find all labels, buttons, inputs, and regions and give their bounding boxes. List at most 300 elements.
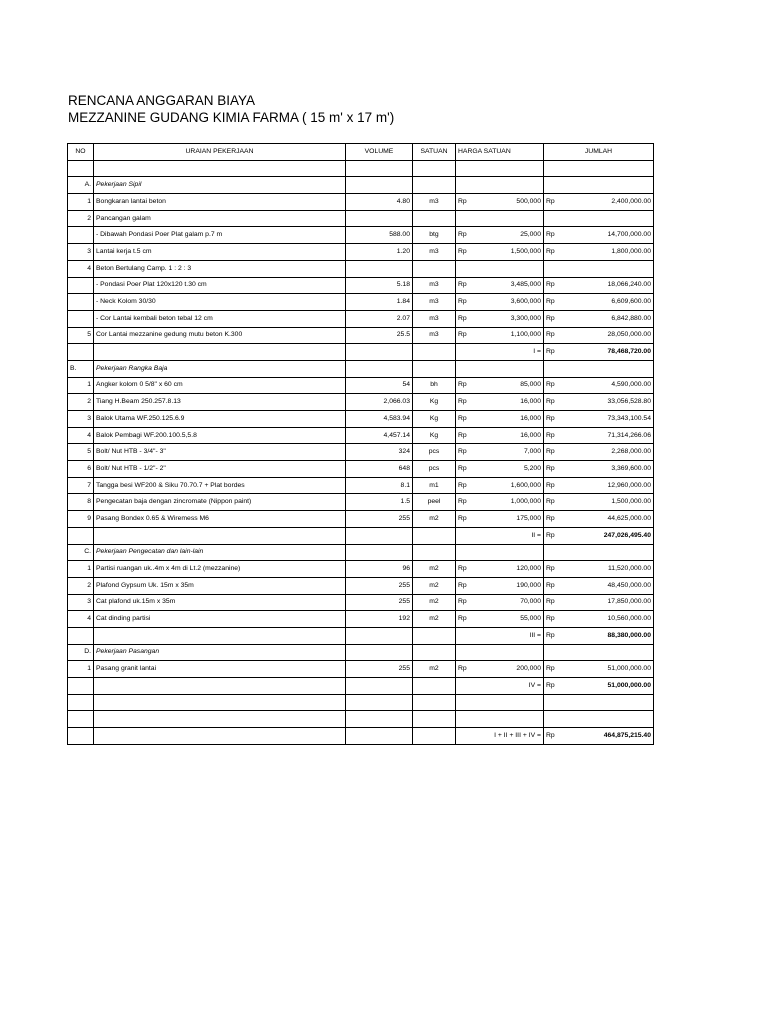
- cell-volume: [346, 344, 413, 361]
- item-unit-price: 16,000: [499, 427, 544, 444]
- subtotal-row: [68, 344, 654, 361]
- item-description: - Neck Kolom 30/30: [94, 294, 346, 311]
- item-number: 2: [68, 394, 94, 411]
- item-unit-price: 16,000: [499, 394, 544, 411]
- item-volume: 4,457.14: [346, 427, 413, 444]
- item-description: Plafond Gypsum Uk. 15m x 35m: [94, 577, 346, 594]
- item-number: 3: [68, 244, 94, 261]
- item-unit-price: 3,485,000: [499, 277, 544, 294]
- item-volume: [346, 210, 413, 227]
- table-header-row: [68, 144, 654, 161]
- item-unit-price: 175,000: [499, 511, 544, 528]
- subtotal-row: [68, 627, 654, 644]
- item-number: 7: [68, 477, 94, 494]
- subtotal-row: [68, 678, 654, 695]
- item-total-currency: Rp: [544, 377, 558, 394]
- item-total: 71,314,266.06: [558, 427, 654, 444]
- cell-satuan: [413, 527, 456, 544]
- cell-satuan: [413, 711, 456, 728]
- item-total-currency: Rp: [544, 661, 558, 678]
- item-price-currency: Rp: [456, 277, 499, 294]
- cell-volume: [346, 678, 413, 695]
- item-total-currency: Rp: [544, 511, 558, 528]
- cell-jumlah-currency: [544, 544, 558, 561]
- item-number: 1: [68, 561, 94, 578]
- section-row: [68, 544, 654, 561]
- cell-jumlah-currency: [544, 711, 558, 728]
- item-description: Beton Bertulang Camp. 1 : 2 : 3: [94, 260, 346, 277]
- item-total-currency: Rp: [544, 611, 558, 628]
- item-volume: 255: [346, 661, 413, 678]
- blank-row: [68, 160, 654, 177]
- table-row: [68, 577, 654, 594]
- cell-harga-value: [499, 644, 544, 661]
- item-unit-price: [499, 260, 544, 277]
- item-total-currency: Rp: [544, 594, 558, 611]
- item-unit-price: 200,000: [499, 661, 544, 678]
- budget-table: [67, 143, 654, 745]
- item-unit-price: [499, 210, 544, 227]
- item-total: 48,450,000.00: [558, 577, 654, 594]
- item-total: 73,343,100.54: [558, 411, 654, 428]
- cell-harga-currency: [456, 160, 499, 177]
- item-unit: m2: [413, 661, 456, 678]
- section-title: Pekerjaan Pasangan: [94, 644, 346, 661]
- item-unit-price: 3,600,000: [499, 294, 544, 311]
- section-number: A.: [68, 177, 94, 194]
- item-total: 12,960,000.00: [558, 477, 654, 494]
- item-unit: Kg: [413, 411, 456, 428]
- item-unit-price: 1,000,000: [499, 494, 544, 511]
- cell-satuan: [413, 160, 456, 177]
- item-number: [68, 227, 94, 244]
- item-description: Tiang H.Beam 250.257.8.13: [94, 394, 346, 411]
- table-row: [68, 327, 654, 344]
- item-volume: 255: [346, 577, 413, 594]
- cell-no: [68, 527, 94, 544]
- table-row: [68, 661, 654, 678]
- item-unit: [413, 210, 456, 227]
- item-price-currency: Rp: [456, 194, 499, 211]
- subtotal-value: 78,468,720.00: [558, 344, 654, 361]
- cell-no: [68, 627, 94, 644]
- cell-uraian: [94, 527, 346, 544]
- table-row: [68, 511, 654, 528]
- item-volume: 96: [346, 561, 413, 578]
- item-volume: 648: [346, 461, 413, 478]
- item-volume: 2.07: [346, 310, 413, 327]
- item-number: 4: [68, 611, 94, 628]
- item-total-currency: Rp: [544, 577, 558, 594]
- section-title: Pekerjaan Rangka Baja: [94, 360, 346, 377]
- subtotal-value: 464,875,215.40: [558, 728, 654, 745]
- cell-harga-value: [499, 177, 544, 194]
- subtotal-value: 247,026,495.40: [558, 527, 654, 544]
- cell-no: [68, 728, 94, 745]
- item-volume: 2,066.03: [346, 394, 413, 411]
- cell-uraian: [94, 627, 346, 644]
- item-price-currency: Rp: [456, 444, 499, 461]
- item-total: 3,369,600.00: [558, 461, 654, 478]
- item-unit: Kg: [413, 427, 456, 444]
- item-unit: Kg: [413, 394, 456, 411]
- subtotal-row: [68, 527, 654, 544]
- item-price-currency: Rp: [456, 577, 499, 594]
- item-unit-price: 55,000: [499, 611, 544, 628]
- item-total-currency: Rp: [544, 227, 558, 244]
- cell-jumlah-value: [558, 694, 654, 711]
- item-total-currency: Rp: [544, 327, 558, 344]
- item-unit: m3: [413, 310, 456, 327]
- cell-satuan: [413, 344, 456, 361]
- item-price-currency: Rp: [456, 244, 499, 261]
- item-description: Bongkaran lantai beton: [94, 194, 346, 211]
- section-row: [68, 644, 654, 661]
- item-total-currency: Rp: [544, 194, 558, 211]
- item-description: Pasang Bondex 0.65 & Wiremess M6: [94, 511, 346, 528]
- cell-harga-currency: [456, 360, 499, 377]
- item-price-currency: Rp: [456, 310, 499, 327]
- item-volume: 255: [346, 594, 413, 611]
- cell-jumlah-currency: [544, 160, 558, 177]
- item-unit: m3: [413, 244, 456, 261]
- item-description: Bolt/ Nut HTB - 3/4"- 3": [94, 444, 346, 461]
- item-total: 1,800,000.00: [558, 244, 654, 261]
- cell-uraian: [94, 728, 346, 745]
- item-total: 33,056,528.80: [558, 394, 654, 411]
- cell-satuan: [413, 694, 456, 711]
- item-unit: m3: [413, 327, 456, 344]
- document-subtitle: MEZZANINE GUDANG KIMIA FARMA ( 15 m' x 17 m'): [68, 110, 395, 125]
- cell-volume: [346, 360, 413, 377]
- section-number: C.: [68, 544, 94, 561]
- cell-harga-value: [499, 160, 544, 177]
- item-total-currency: Rp: [544, 394, 558, 411]
- item-description: Lantai kerja t.5 cm: [94, 244, 346, 261]
- table-row: [68, 561, 654, 578]
- table-row: [68, 594, 654, 611]
- table-row: [68, 194, 654, 211]
- item-total-currency: [544, 210, 558, 227]
- cell-volume: [346, 527, 413, 544]
- item-unit-price: 70,000: [499, 594, 544, 611]
- item-description: Pasang granit lantai: [94, 661, 346, 678]
- subtotal-label: I =: [456, 344, 544, 361]
- item-total-currency: Rp: [544, 427, 558, 444]
- table-row: [68, 611, 654, 628]
- cell-no: [68, 711, 94, 728]
- item-total: 28,050,000.00: [558, 327, 654, 344]
- item-number: 2: [68, 210, 94, 227]
- item-number: 6: [68, 461, 94, 478]
- item-total: 4,590,000.00: [558, 377, 654, 394]
- header-uraian: URAIAN PEKERJAAN: [94, 144, 346, 161]
- budget-table-body: [68, 144, 654, 745]
- subtotal-label: IV =: [456, 678, 544, 695]
- section-number: D.: [68, 644, 94, 661]
- table-row: [68, 310, 654, 327]
- cell-volume: [346, 728, 413, 745]
- item-total: 6,842,880.00: [558, 310, 654, 327]
- header-volume: VOLUME: [346, 144, 413, 161]
- cell-no: [68, 344, 94, 361]
- item-price-currency: Rp: [456, 294, 499, 311]
- subtotal-row: [68, 728, 654, 745]
- item-number: [68, 310, 94, 327]
- cell-no: [68, 160, 94, 177]
- item-total: 2,268,000.00: [558, 444, 654, 461]
- item-volume: 54: [346, 377, 413, 394]
- item-price-currency: Rp: [456, 661, 499, 678]
- table-row: [68, 277, 654, 294]
- cell-volume: [346, 627, 413, 644]
- item-number: 3: [68, 411, 94, 428]
- item-unit-price: 7,000: [499, 444, 544, 461]
- item-total: 14,700,000.00: [558, 227, 654, 244]
- item-description: Balok Pembagi WF.200.100.5,5.8: [94, 427, 346, 444]
- item-number: 5: [68, 327, 94, 344]
- item-unit-price: 120,000: [499, 561, 544, 578]
- subtotal-value: 88,380,000.00: [558, 627, 654, 644]
- cell-jumlah-value: [558, 644, 654, 661]
- cell-volume: [346, 544, 413, 561]
- table-row: [68, 294, 654, 311]
- item-description: Cat plafond uk.15m x 35m: [94, 594, 346, 611]
- item-price-currency: Rp: [456, 594, 499, 611]
- cell-volume: [346, 177, 413, 194]
- cell-harga-currency: [456, 711, 499, 728]
- item-price-currency: Rp: [456, 377, 499, 394]
- item-volume: 324: [346, 444, 413, 461]
- item-description: Angker kolom 0 5/8" x 60 cm: [94, 377, 346, 394]
- item-unit: [413, 260, 456, 277]
- table-row: [68, 227, 654, 244]
- section-title: Pekerjaan Pengecatan dan lain-lain: [94, 544, 346, 561]
- header-harga-satuan: HARGA SATUAN: [456, 144, 544, 161]
- cell-jumlah-currency: [544, 644, 558, 661]
- item-total-currency: Rp: [544, 477, 558, 494]
- table-row: [68, 244, 654, 261]
- item-price-currency: Rp: [456, 394, 499, 411]
- subtotal-currency: Rp: [544, 627, 558, 644]
- item-volume: 4.80: [346, 194, 413, 211]
- section-number: B.: [68, 360, 94, 377]
- subtotal-currency: Rp: [544, 527, 558, 544]
- item-unit: m3: [413, 294, 456, 311]
- item-number: 4: [68, 427, 94, 444]
- item-volume: 25.5: [346, 327, 413, 344]
- item-description: - Cor Lantai kembali beton tebal 12 cm: [94, 310, 346, 327]
- cell-satuan: [413, 177, 456, 194]
- cell-satuan: [413, 678, 456, 695]
- blank-row: [68, 694, 654, 711]
- subtotal-label: II =: [456, 527, 544, 544]
- item-volume: 1.20: [346, 244, 413, 261]
- item-price-currency: [456, 260, 499, 277]
- item-unit: bh: [413, 377, 456, 394]
- item-description: Partisi ruangan uk..4m x 4m di Lt.2 (mezzanine): [94, 561, 346, 578]
- item-number: 2: [68, 577, 94, 594]
- header-satuan: SATUAN: [413, 144, 456, 161]
- item-volume: 1.84: [346, 294, 413, 311]
- subtotal-label: I + II + III + IV =: [456, 728, 544, 745]
- cell-jumlah-value: [558, 160, 654, 177]
- item-number: 9: [68, 511, 94, 528]
- item-number: [68, 277, 94, 294]
- item-price-currency: Rp: [456, 327, 499, 344]
- item-price-currency: Rp: [456, 511, 499, 528]
- item-description: Tangga besi WF200 & Siku 70.70.7 + Plat bordes: [94, 477, 346, 494]
- item-unit: m2: [413, 611, 456, 628]
- cell-satuan: [413, 644, 456, 661]
- item-total: 51,000,000.00: [558, 661, 654, 678]
- item-unit: m2: [413, 561, 456, 578]
- item-total: 2,400,000.00: [558, 194, 654, 211]
- document-title: RENCANA ANGGARAN BIAYA: [68, 93, 256, 108]
- item-unit: m2: [413, 594, 456, 611]
- subtotal-label: III =: [456, 627, 544, 644]
- item-description: Balok Utama WF.250.125.6.9: [94, 411, 346, 428]
- cell-volume: [346, 711, 413, 728]
- item-unit-price: 5,200: [499, 461, 544, 478]
- item-price-currency: [456, 210, 499, 227]
- item-volume: 192: [346, 611, 413, 628]
- cell-jumlah-value: [558, 544, 654, 561]
- item-price-currency: Rp: [456, 427, 499, 444]
- item-total: 17,850,000.00: [558, 594, 654, 611]
- item-total: 11,520,000.00: [558, 561, 654, 578]
- item-description: - Dibawah Pondasi Poer Plat galam p.7 m: [94, 227, 346, 244]
- cell-uraian: [94, 344, 346, 361]
- cell-satuan: [413, 360, 456, 377]
- item-unit-price: 16,000: [499, 411, 544, 428]
- item-unit-price: 190,000: [499, 577, 544, 594]
- item-total-currency: Rp: [544, 461, 558, 478]
- item-total: [558, 210, 654, 227]
- cell-jumlah-value: [558, 360, 654, 377]
- item-description: - Pondasi Poer Plat 120x120 t.30 cm: [94, 277, 346, 294]
- cell-satuan: [413, 728, 456, 745]
- cell-jumlah-currency: [544, 177, 558, 194]
- item-total: 1,500,000.00: [558, 494, 654, 511]
- item-price-currency: Rp: [456, 494, 499, 511]
- section-title: Pekerjaan Sipil: [94, 177, 346, 194]
- item-total: 10,560,000.00: [558, 611, 654, 628]
- item-number: 4: [68, 260, 94, 277]
- item-number: 5: [68, 444, 94, 461]
- cell-harga-value: [499, 544, 544, 561]
- table-row: [68, 377, 654, 394]
- item-price-currency: Rp: [456, 561, 499, 578]
- item-unit-price: 1,100,000: [499, 327, 544, 344]
- item-total: 18,066,240.00: [558, 277, 654, 294]
- item-total-currency: Rp: [544, 277, 558, 294]
- item-total-currency: Rp: [544, 411, 558, 428]
- table-row: [68, 394, 654, 411]
- header-jumlah: JUMLAH: [544, 144, 654, 161]
- item-total-currency: Rp: [544, 494, 558, 511]
- item-volume: 1.5: [346, 494, 413, 511]
- item-unit-price: 1,500,000: [499, 244, 544, 261]
- subtotal-currency: Rp: [544, 678, 558, 695]
- item-description: Cat dinding partisi: [94, 611, 346, 628]
- item-description: Pengecatan baja dengan zincromate (Nippon paint): [94, 494, 346, 511]
- item-unit: peel: [413, 494, 456, 511]
- table-row: [68, 461, 654, 478]
- item-number: 1: [68, 661, 94, 678]
- item-total-currency: Rp: [544, 244, 558, 261]
- cell-volume: [346, 644, 413, 661]
- cell-volume: [346, 694, 413, 711]
- item-unit: m3: [413, 277, 456, 294]
- cell-harga-value: [499, 711, 544, 728]
- table-row: [68, 477, 654, 494]
- cell-jumlah-value: [558, 177, 654, 194]
- item-volume: 255: [346, 511, 413, 528]
- subtotal-currency: Rp: [544, 344, 558, 361]
- item-unit: m3: [413, 194, 456, 211]
- cell-jumlah-currency: [544, 694, 558, 711]
- cell-harga-value: [499, 360, 544, 377]
- item-total: 44,625,000.00: [558, 511, 654, 528]
- item-price-currency: Rp: [456, 227, 499, 244]
- cell-uraian: [94, 160, 346, 177]
- subtotal-currency: Rp: [544, 728, 558, 745]
- cell-harga-currency: [456, 694, 499, 711]
- header-no: NO: [68, 144, 94, 161]
- cell-uraian: [94, 711, 346, 728]
- table-row: [68, 427, 654, 444]
- cell-no: [68, 678, 94, 695]
- item-number: 3: [68, 594, 94, 611]
- table-row: [68, 494, 654, 511]
- item-unit-price: 1,600,000: [499, 477, 544, 494]
- item-volume: 5.18: [346, 277, 413, 294]
- item-price-currency: Rp: [456, 477, 499, 494]
- item-unit-price: 3,300,000: [499, 310, 544, 327]
- table-row: [68, 444, 654, 461]
- item-total: 6,609,600.00: [558, 294, 654, 311]
- table-row: [68, 260, 654, 277]
- cell-harga-currency: [456, 177, 499, 194]
- section-row: [68, 360, 654, 377]
- cell-satuan: [413, 627, 456, 644]
- item-total: [558, 260, 654, 277]
- item-price-currency: Rp: [456, 611, 499, 628]
- cell-no: [68, 694, 94, 711]
- cell-uraian: [94, 678, 346, 695]
- section-row: [68, 177, 654, 194]
- subtotal-value: 51,000,000.00: [558, 678, 654, 695]
- item-number: 1: [68, 194, 94, 211]
- blank-row: [68, 711, 654, 728]
- item-volume: [346, 260, 413, 277]
- cell-volume: [346, 160, 413, 177]
- table-row: [68, 411, 654, 428]
- item-number: 8: [68, 494, 94, 511]
- item-total-currency: Rp: [544, 294, 558, 311]
- cell-jumlah-currency: [544, 360, 558, 377]
- item-description: Pancangan galam: [94, 210, 346, 227]
- item-price-currency: Rp: [456, 461, 499, 478]
- item-volume: 588.00: [346, 227, 413, 244]
- item-unit: m1: [413, 477, 456, 494]
- item-total-currency: Rp: [544, 561, 558, 578]
- item-unit-price: 500,000: [499, 194, 544, 211]
- item-description: Cor Lantai mezzanine gedung mutu beton K.300: [94, 327, 346, 344]
- item-unit: pcs: [413, 444, 456, 461]
- item-volume: 4,583.94: [346, 411, 413, 428]
